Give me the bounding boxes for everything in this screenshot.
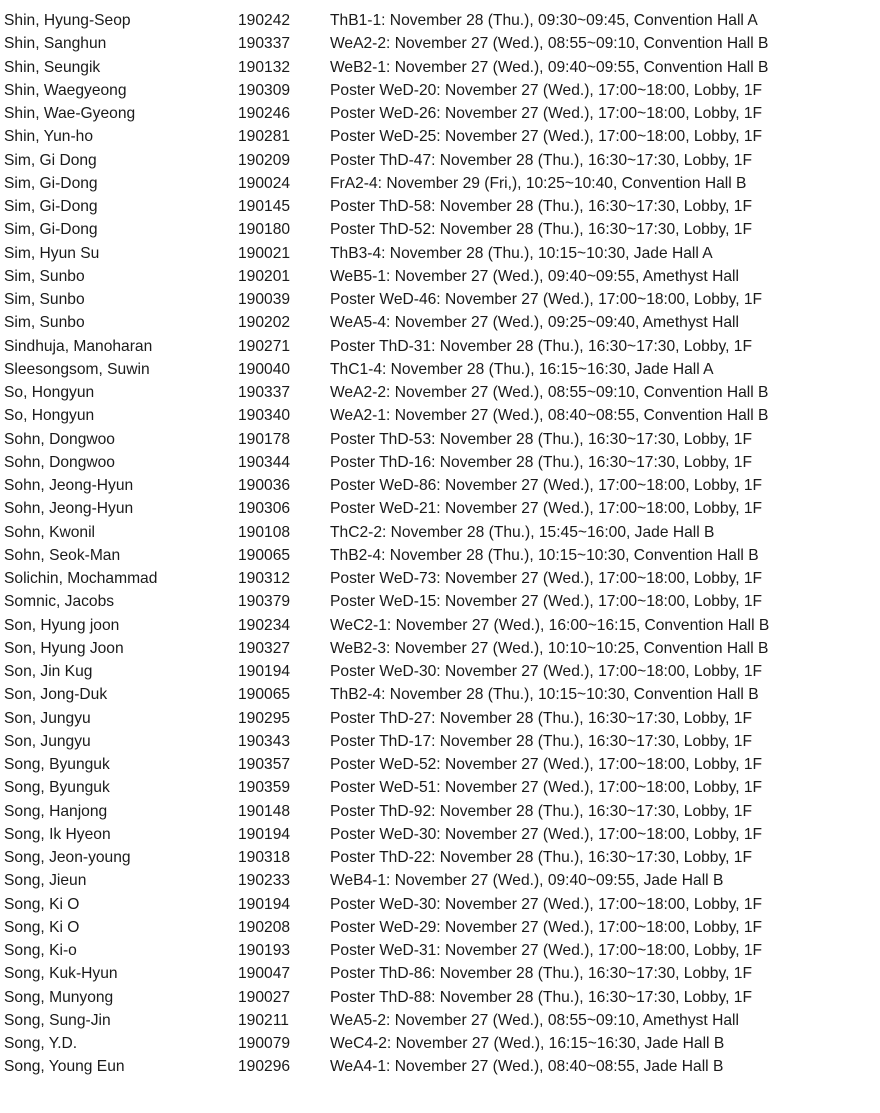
author-entry-row — [0, 242, 880, 265]
paper-id: 190337 — [238, 384, 291, 401]
author-entry-row — [0, 9, 880, 32]
paper-id: 190132 — [238, 58, 291, 76]
author-name: Sohn, Jeong-Hyun — [4, 500, 134, 518]
author-entry-row — [0, 730, 880, 753]
session-info: WeA5-4: November 27 (Wed.), 09:25~09:40, Amethyst Hall — [330, 314, 739, 332]
session-info: Poster ThD-86: November 28 (Thu.), 16:30~17:30, Lobby, 1F — [330, 965, 752, 983]
author-name: So, Hongyun — [4, 384, 95, 401]
session-info: Poster WeD-20: November 27 (Wed.), 17:00~18:00, Lobby, 1F — [330, 81, 763, 99]
author-name: Sim, Hyun Su — [4, 244, 100, 262]
session-info: WeA5-2: November 27 (Wed.), 08:55~09:10, Amethyst Hall — [330, 1011, 739, 1029]
author-name: Shin, Seungik — [4, 58, 101, 76]
paper-id: 190201 — [238, 267, 291, 285]
session-info: Poster WeD-30: November 27 (Wed.), 17:00~18:00, Lobby, 1F — [330, 895, 763, 913]
paper-id: 190309 — [238, 81, 291, 99]
paper-id: 190065 — [238, 546, 291, 564]
author-name: Sohn, Kwonil — [4, 523, 96, 541]
session-info: WeB2-3: November 27 (Wed.), 10:10~10:25, Convention Hall B — [330, 639, 769, 657]
author-entry-row — [0, 800, 880, 823]
author-name: Sim, Sunbo — [4, 267, 85, 285]
paper-id: 190246 — [238, 105, 291, 122]
paper-id: 190178 — [238, 430, 291, 448]
paper-id: 190211 — [238, 1011, 289, 1029]
author-entry-row — [0, 986, 880, 1009]
session-info: Poster WeD-30: November 27 (Wed.), 17:00~18:00, Lobby, 1F — [330, 825, 763, 843]
author-name: Song, Y.D. — [4, 1035, 78, 1052]
author-name: Sim, Gi-Dong — [4, 174, 98, 192]
author-name: Somnic, Jacobs — [4, 593, 115, 611]
session-info: Poster ThD-53: November 28 (Thu.), 16:30~17:30, Lobby, 1F — [330, 430, 752, 448]
session-info: Poster ThD-27: November 28 (Thu.), 16:30~17:30, Lobby, 1F — [330, 709, 752, 727]
session-info: Poster ThD-47: November 28 (Thu.), 16:30~17:30, Lobby, 1F — [330, 151, 752, 169]
session-info: Poster WeD-29: November 27 (Wed.), 17:00~18:00, Lobby, 1F — [330, 918, 763, 936]
paper-id: 190242 — [238, 12, 291, 29]
author-name: Sohn, Dongwoo — [4, 453, 115, 471]
paper-id: 190202 — [238, 314, 291, 332]
author-name: Shin, Yun-ho — [4, 128, 94, 146]
author-name: Son, Jungyu — [4, 709, 91, 727]
session-info: WeB2-1: November 27 (Wed.), 09:40~09:55, Convention Hall B — [330, 58, 769, 76]
author-name: Song, Ik Hyeon — [4, 825, 111, 843]
author-name: Son, Jin Kug — [4, 663, 93, 680]
paper-id: 190337 — [238, 35, 291, 53]
author-entry-row — [0, 962, 880, 985]
author-name: Sohn, Dongwoo — [4, 430, 115, 448]
author-entry-row — [0, 79, 880, 102]
paper-id: 190065 — [238, 686, 291, 704]
author-name: Solichin, Mochammad — [4, 570, 158, 587]
paper-id: 190193 — [238, 942, 291, 959]
session-info: FrA2-4: November 29 (Fri,), 10:25~10:40, Convention Hall B — [330, 174, 747, 192]
author-entry-row — [0, 893, 880, 916]
paper-id: 190234 — [238, 616, 291, 634]
author-entry-row — [0, 497, 880, 520]
author-entry-row — [0, 265, 880, 288]
author-entry-row — [0, 776, 880, 799]
author-entry-row — [0, 869, 880, 892]
session-info: Poster WeD-52: November 27 (Wed.), 17:00~18:00, Lobby, 1F — [330, 756, 763, 773]
session-info: Poster WeD-21: November 27 (Wed.), 17:00~18:00, Lobby, 1F — [330, 500, 763, 518]
paper-id: 190180 — [238, 221, 291, 239]
session-info: Poster WeD-73: November 27 (Wed.), 17:00~18:00, Lobby, 1F — [330, 570, 763, 587]
paper-id: 190296 — [238, 1058, 291, 1076]
author-entry-row — [0, 1009, 880, 1032]
paper-id: 190021 — [238, 244, 291, 262]
session-info: ThC1-4: November 28 (Thu.), 16:15~16:30, Jade Hall A — [330, 360, 714, 378]
session-info: WeB4-1: November 27 (Wed.), 09:40~09:55, Jade Hall B — [330, 872, 724, 890]
author-entry-row — [0, 567, 880, 590]
paper-id: 190039 — [238, 291, 291, 308]
session-info: WeA2-1: November 27 (Wed.), 08:40~08:55, Convention Hall B — [330, 407, 769, 425]
author-entry-row — [0, 1032, 880, 1055]
author-entry-row — [0, 614, 880, 637]
author-entry-row — [0, 544, 880, 567]
author-name: Sohn, Jeong-Hyun — [4, 477, 134, 494]
author-entry-row — [0, 521, 880, 544]
author-name: Song, Ki-o — [4, 942, 77, 959]
author-entry-row — [0, 149, 880, 172]
author-name: Son, Hyung Joon — [4, 639, 124, 657]
author-entry-row — [0, 218, 880, 241]
author-name: Song, Young Eun — [4, 1058, 125, 1076]
author-name: Shin, Sanghun — [4, 35, 107, 53]
session-info: Poster WeD-46: November 27 (Wed.), 17:00~18:00, Lobby, 1F — [330, 291, 763, 308]
author-name: Sleesongsom, Suwin — [4, 360, 150, 378]
session-info: Poster WeD-31: November 27 (Wed.), 17:00~18:00, Lobby, 1F — [330, 942, 763, 959]
author-name: Song, Byunguk — [4, 779, 110, 797]
paper-id: 190040 — [238, 360, 291, 378]
author-entry-row — [0, 404, 880, 427]
author-index-list — [0, 9, 880, 1079]
author-name: Son, Jungyu — [4, 732, 91, 750]
paper-id: 190148 — [238, 802, 291, 820]
session-info: Poster ThD-88: November 28 (Thu.), 16:30~17:30, Lobby, 1F — [330, 988, 752, 1006]
session-info: Poster WeD-26: November 27 (Wed.), 17:00~18:00, Lobby, 1F — [330, 105, 763, 122]
author-entry-row — [0, 683, 880, 706]
author-name: Son, Jong-Duk — [4, 686, 108, 704]
author-entry-row — [0, 660, 880, 683]
paper-id: 190079 — [238, 1035, 291, 1052]
session-info: Poster WeD-15: November 27 (Wed.), 17:00~18:00, Lobby, 1F — [330, 593, 763, 611]
paper-id: 190208 — [238, 918, 291, 936]
paper-id: 190024 — [238, 174, 291, 192]
author-entry-row — [0, 311, 880, 334]
author-name: Sim, Sunbo — [4, 314, 85, 332]
author-entry-row — [0, 916, 880, 939]
session-info: Poster ThD-92: November 28 (Thu.), 16:30~17:30, Lobby, 1F — [330, 802, 752, 820]
author-entry-row — [0, 823, 880, 846]
paper-id: 190047 — [238, 965, 291, 983]
author-name: Shin, Wae-Gyeong — [4, 105, 136, 122]
paper-id: 190343 — [238, 732, 291, 750]
session-info: Poster ThD-52: November 28 (Thu.), 16:30~17:30, Lobby, 1F — [330, 221, 752, 239]
author-entry-row — [0, 451, 880, 474]
paper-id: 190108 — [238, 523, 291, 541]
paper-id: 190344 — [238, 453, 291, 471]
author-entry-row — [0, 335, 880, 358]
paper-id: 190340 — [238, 407, 291, 425]
author-name: Song, Jieun — [4, 872, 87, 890]
session-info: Poster ThD-58: November 28 (Thu.), 16:30~17:30, Lobby, 1F — [330, 198, 752, 215]
author-entry-row — [0, 753, 880, 776]
author-entry-row — [0, 125, 880, 148]
session-info: Poster WeD-86: November 27 (Wed.), 17:00~18:00, Lobby, 1F — [330, 477, 763, 494]
paper-id: 190318 — [238, 849, 291, 866]
paper-id: 190027 — [238, 988, 291, 1006]
author-name: Shin, Hyung-Seop — [4, 12, 131, 29]
session-info: WeB5-1: November 27 (Wed.), 09:40~09:55, Amethyst Hall — [330, 267, 739, 285]
author-name: Sim, Gi-Dong — [4, 221, 98, 239]
author-name: Song, Ki O — [4, 895, 80, 913]
author-entry-row — [0, 939, 880, 962]
author-entry-row — [0, 428, 880, 451]
paper-id: 190306 — [238, 500, 291, 518]
author-entry-row — [0, 288, 880, 311]
author-name: Shin, Waegyeong — [4, 81, 127, 99]
author-name: Song, Jeon-young — [4, 849, 131, 866]
paper-id: 190327 — [238, 639, 291, 657]
author-entry-row — [0, 474, 880, 497]
author-name: Song, Hanjong — [4, 802, 108, 820]
paper-id: 190281 — [238, 128, 291, 146]
paper-id: 190359 — [238, 779, 291, 797]
paper-id: 190194 — [238, 825, 291, 843]
session-info: Poster ThD-22: November 28 (Thu.), 16:30~17:30, Lobby, 1F — [330, 849, 752, 866]
session-info: Poster ThD-31: November 28 (Thu.), 16:30~17:30, Lobby, 1F — [330, 337, 752, 355]
author-entry-row — [0, 102, 880, 125]
author-name: Sohn, Seok-Man — [4, 546, 121, 564]
author-entry-row — [0, 846, 880, 869]
author-name: Song, Munyong — [4, 988, 114, 1006]
session-info: Poster WeD-25: November 27 (Wed.), 17:00~18:00, Lobby, 1F — [330, 128, 763, 146]
author-name: Song, Kuk-Hyun — [4, 965, 118, 983]
paper-id: 190379 — [238, 593, 291, 611]
author-entry-row — [0, 707, 880, 730]
session-info: WeC4-2: November 27 (Wed.), 16:15~16:30, Jade Hall B — [330, 1035, 725, 1052]
author-name: Sim, Gi Dong — [4, 151, 97, 169]
author-name: Song, Sung-Jin — [4, 1011, 111, 1029]
session-info: ThB3-4: November 28 (Thu.), 10:15~10:30, Jade Hall A — [330, 244, 713, 262]
author-entry-row — [0, 381, 880, 404]
author-name: So, Hongyun — [4, 407, 95, 425]
session-info: Poster WeD-51: November 27 (Wed.), 17:00~18:00, Lobby, 1F — [330, 779, 763, 797]
session-info: WeA2-2: November 27 (Wed.), 08:55~09:10, Convention Hall B — [330, 35, 769, 53]
session-info: ThB1-1: November 28 (Thu.), 09:30~09:45, Convention Hall A — [330, 12, 758, 29]
paper-id: 190295 — [238, 709, 291, 727]
session-info: WeA4-1: November 27 (Wed.), 08:40~08:55, Jade Hall B — [330, 1058, 724, 1076]
author-name: Song, Ki O — [4, 918, 80, 936]
session-info: Poster WeD-30: November 27 (Wed.), 17:00~18:00, Lobby, 1F — [330, 663, 763, 680]
paper-id: 190036 — [238, 477, 291, 494]
paper-id: 190209 — [238, 151, 291, 169]
author-name: Son, Hyung joon — [4, 616, 120, 634]
session-info: WeC2-1: November 27 (Wed.), 16:00~16:15, Convention Hall B — [330, 616, 770, 634]
paper-id: 190233 — [238, 872, 291, 890]
session-info: Poster ThD-16: November 28 (Thu.), 16:30~17:30, Lobby, 1F — [330, 453, 752, 471]
author-name: Song, Byunguk — [4, 756, 110, 773]
author-name: Sim, Sunbo — [4, 291, 85, 308]
paper-id: 190194 — [238, 895, 291, 913]
paper-id: 190271 — [238, 337, 291, 355]
session-info: ThB2-4: November 28 (Thu.), 10:15~10:30, Convention Hall B — [330, 546, 759, 564]
author-name: Sindhuja, Manoharan — [4, 337, 153, 355]
author-name: Sim, Gi-Dong — [4, 198, 98, 215]
paper-id: 190357 — [238, 756, 291, 773]
paper-id: 190194 — [238, 663, 291, 680]
author-entry-row — [0, 590, 880, 613]
author-entry-row — [0, 637, 880, 660]
paper-id: 190145 — [238, 198, 291, 215]
session-info: WeA2-2: November 27 (Wed.), 08:55~09:10, Convention Hall B — [330, 384, 769, 401]
session-info: ThC2-2: November 28 (Thu.), 15:45~16:00, Jade Hall B — [330, 523, 715, 541]
author-entry-row — [0, 32, 880, 55]
author-entry-row — [0, 195, 880, 218]
paper-id: 190312 — [238, 570, 291, 587]
author-entry-row — [0, 358, 880, 381]
author-entry-row — [0, 172, 880, 195]
session-info: Poster ThD-17: November 28 (Thu.), 16:30~17:30, Lobby, 1F — [330, 732, 752, 750]
author-entry-row — [0, 56, 880, 79]
session-info: ThB2-4: November 28 (Thu.), 10:15~10:30, Convention Hall B — [330, 686, 759, 704]
author-entry-row — [0, 1055, 880, 1078]
